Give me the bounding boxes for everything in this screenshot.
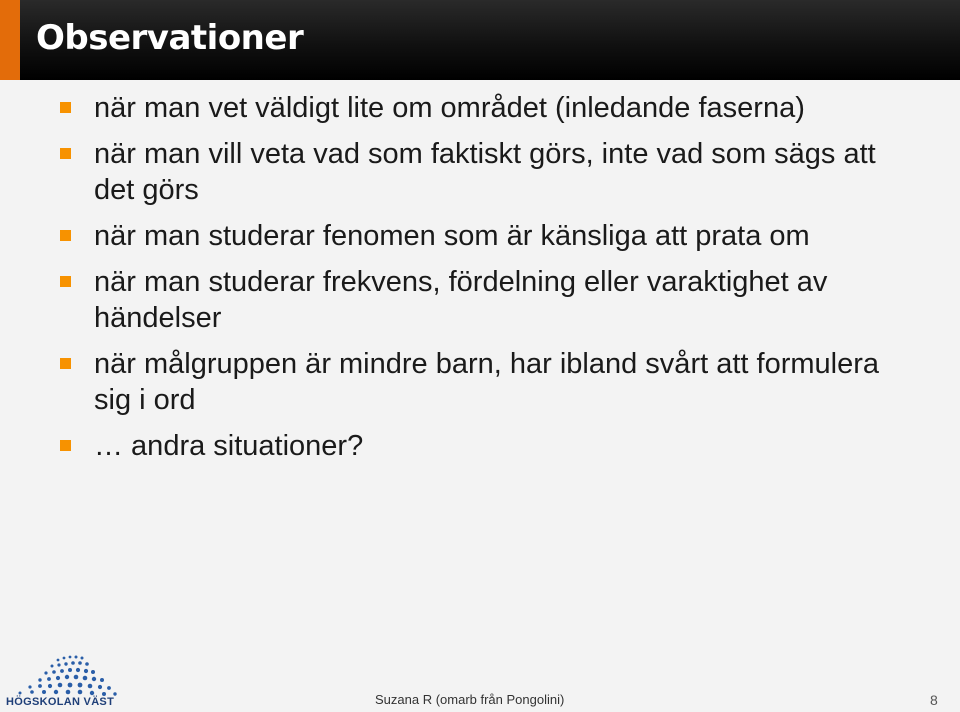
orange-square-icon: [60, 440, 71, 451]
list-item: [60, 136, 920, 208]
logo-text: HÖGSKOLAN VÄST: [6, 696, 115, 708]
list-item: [60, 346, 920, 418]
orange-square-icon: [60, 276, 71, 287]
bullet-text: när man vet väldigt lite om området (inledande faserna): [94, 92, 805, 124]
bullet-text: när målgruppen är mindre barn, har ibland svårt att formulera sig i ord: [94, 348, 879, 416]
bullet-list: [60, 88, 920, 464]
list-item: [60, 264, 920, 336]
slide-title: Observationer: [36, 18, 304, 58]
page-number: 8: [930, 692, 938, 708]
orange-square-icon: [60, 358, 71, 369]
orange-square-icon: [60, 230, 71, 241]
list-item: [60, 428, 920, 464]
footer-text: Suzana R (omarb från Pongolini): [375, 692, 565, 707]
bullet-text: när man studerar fenomen som är känsliga att prata om: [94, 220, 810, 252]
orange-square-icon: [60, 148, 71, 159]
orange-square-icon: [60, 102, 71, 113]
title-accent-bar: [0, 0, 20, 80]
list-item: [60, 90, 920, 126]
bullet-text: när man studerar frekvens, fördelning eller varaktighet av händelser: [94, 266, 828, 334]
bullet-text: … andra situationer?: [94, 430, 364, 462]
list-item: [60, 218, 920, 254]
bullet-text: när man vill veta vad som faktiskt görs, inte vad som sägs att det görs: [94, 138, 876, 206]
